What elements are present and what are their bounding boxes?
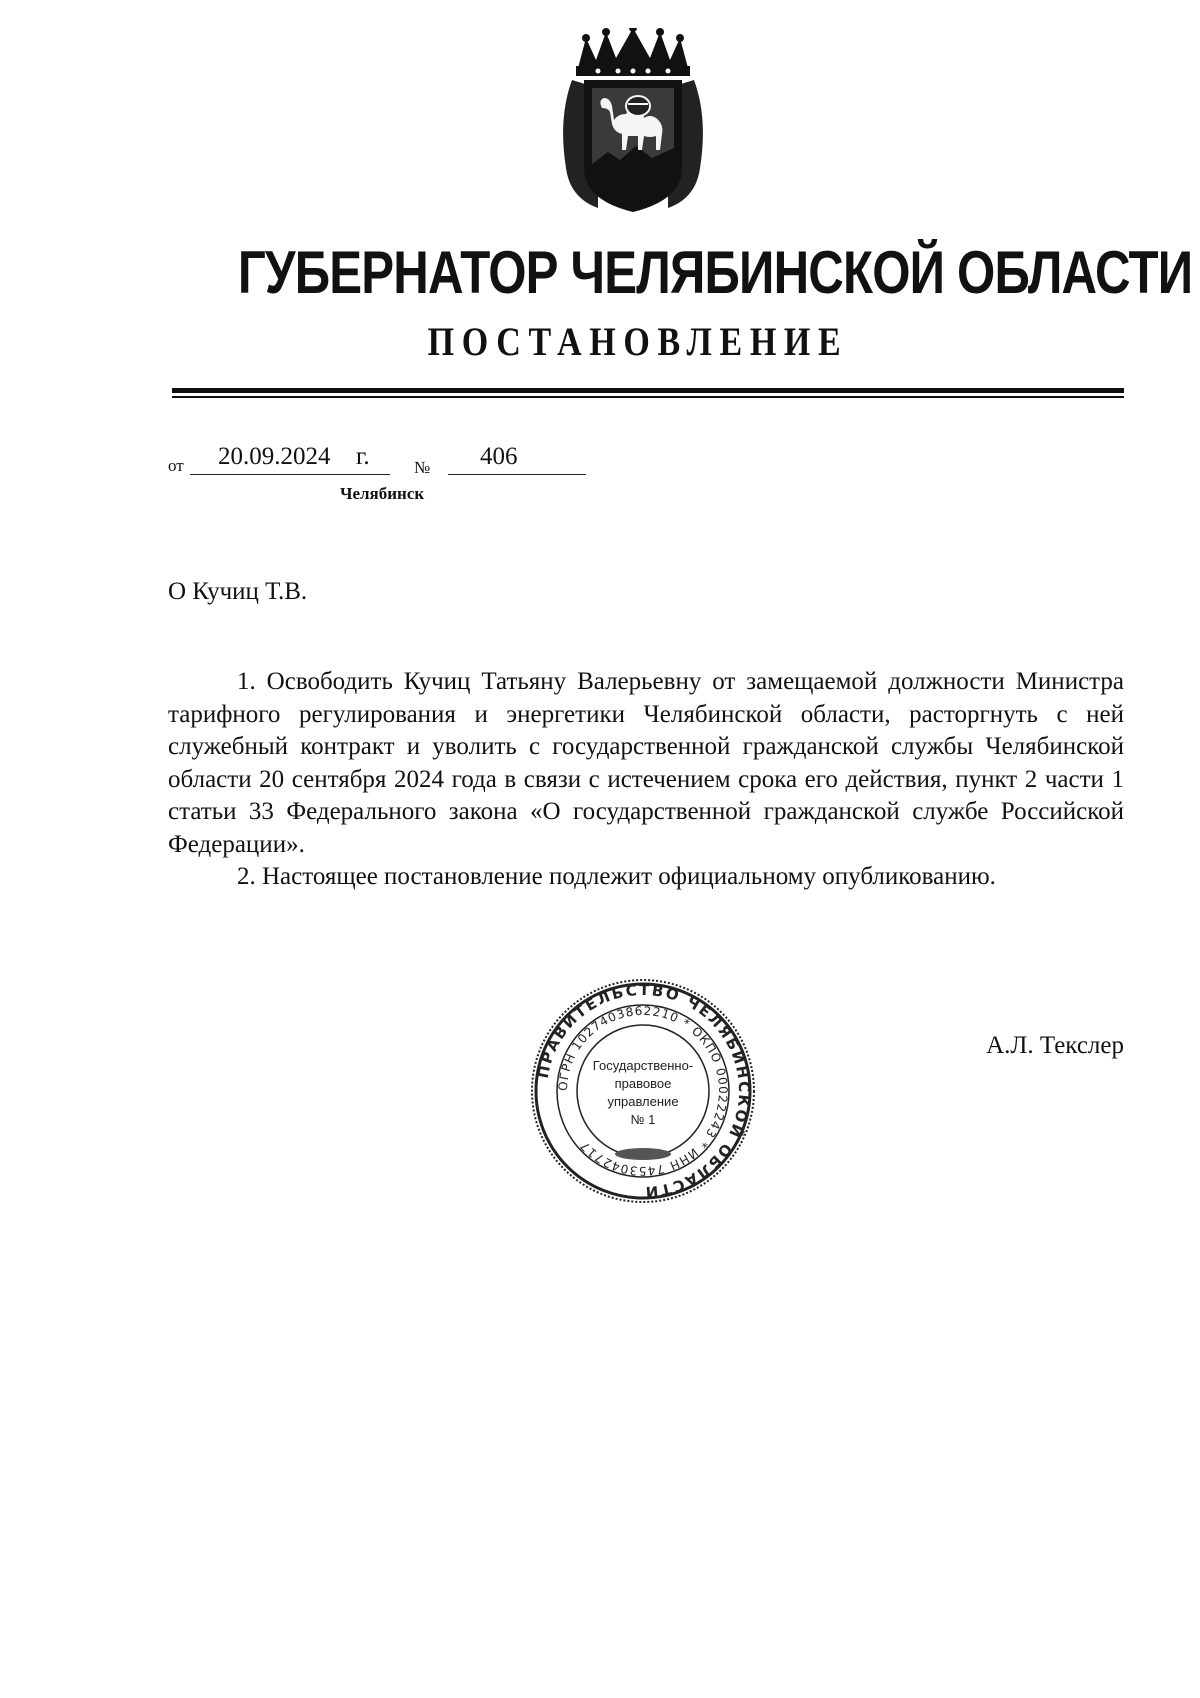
stamp-center-line-1: Государственно- xyxy=(592,1058,694,1073)
paragraph-1: 1. Освободить Кучиц Татьяну Валерьевну от замещаемой должности Министра тарифного регулирования и энергетики Челябинской области, расторгнуть с ней служебный контракт и уволить с государственной гражданской службы Челябинской области 20 сентября 2024 года в связи с истечением срока его действия, пункт 2 части 1 статьи 33 Федерального закона «О государственной гражданской службе Российской Федерации». xyxy=(168,668,1124,858)
stamp-center-line-2: правовое xyxy=(614,1076,672,1091)
coat-of-arms-emblem xyxy=(558,28,708,214)
stamp-center-line-3: управление xyxy=(607,1094,679,1109)
date-prefix-label: от xyxy=(168,456,184,475)
number-field xyxy=(448,440,586,475)
header-divider-thin xyxy=(172,396,1124,398)
paragraph-2: 2. Настоящее постановление подлежит официальному опубликованию. xyxy=(237,863,996,890)
issuing-authority-title: ГУБЕРНАТОР ЧЕЛЯБИНСКОЙ ОБЛАСТИ xyxy=(237,239,1193,306)
document-subject: О Кучиц Т.В. xyxy=(168,578,308,605)
document-date: 20.09.2024 xyxy=(218,443,331,470)
header-divider-thick xyxy=(172,388,1124,393)
document-type-heading: ПОСТАНОВЛЕНИЕ xyxy=(427,319,849,364)
stamp-center-line-4: № 1 xyxy=(630,1112,656,1127)
year-suffix: г. xyxy=(356,443,370,470)
official-seal-stamp xyxy=(530,978,756,1204)
document-number: 406 xyxy=(480,443,518,470)
issue-city: Челябинск xyxy=(340,484,425,503)
document-body xyxy=(168,666,1124,894)
signatory-name: А.Л. Текслер xyxy=(986,1032,1124,1059)
number-label: № xyxy=(414,458,431,477)
stamp-outer-ring-text: ПРАВИТЕЛЬСТВО ЧЕЛЯБИНСКОЙ ОБЛАСТИ xyxy=(533,980,754,1202)
date-field xyxy=(190,440,390,475)
stamp-inner-ring-text: ОГРН 1027403862210 * ОКПО 00022243 * ИНН 7453042717 xyxy=(555,1003,731,1179)
